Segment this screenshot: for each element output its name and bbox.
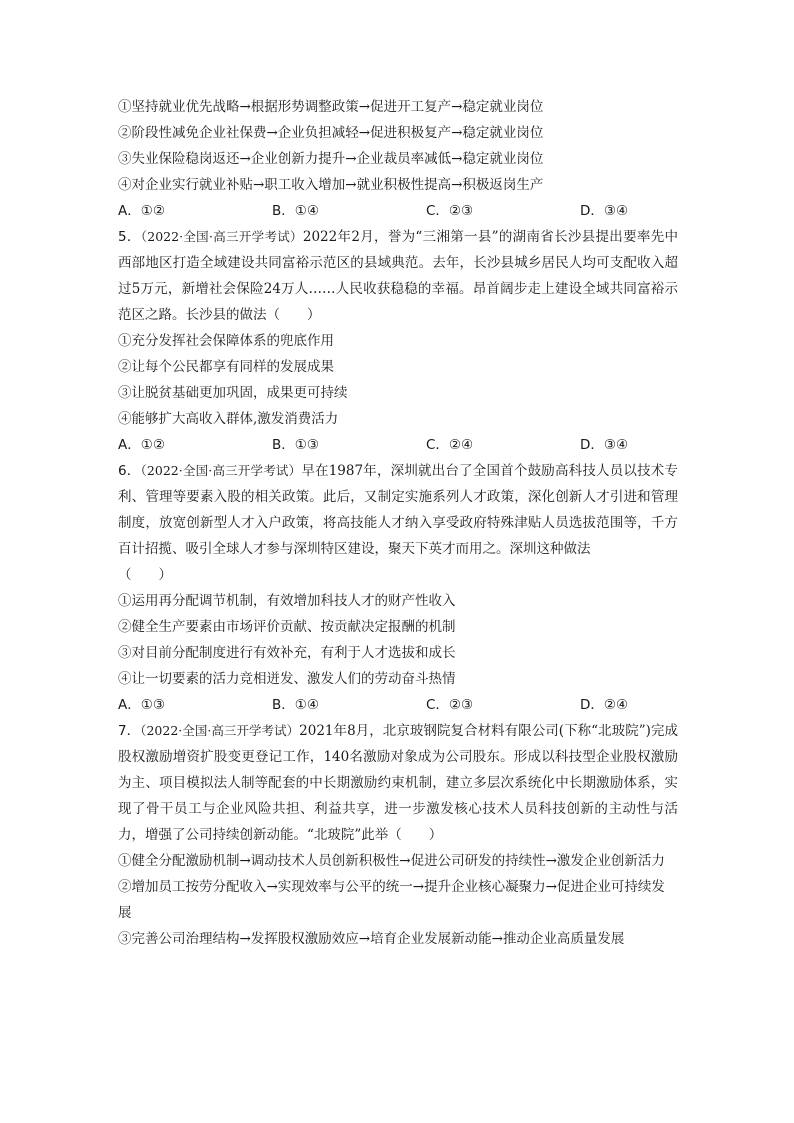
- q5-choice-d: D．③④: [580, 437, 629, 453]
- question-7: [118, 718, 678, 952]
- q7-stem-text: 2021年8月，北京玻钢院复合材料有限公司(下称“北玻院”)完成股权激励增资扩股变更登记工作，140名激励对象成为公司股东。形成以科技型企业股权激励为主、项目模拟法人制等配套的中长期激励约束机制，建立多层次系统化中长期激励体系，实现了骨干员工与企业风险共担、利益共享，进一步激发核心技术人员科技创新的主动性与活力，增强了公司持续创新动能。“北玻院”此举（ ）: [118, 723, 678, 843]
- q6-source: （2022·全国·高三开学考试）: [140, 463, 302, 478]
- q7-source: （2022·全国·高三开学考试）: [140, 723, 300, 738]
- question-6: [118, 458, 678, 718]
- q6-choice-b: B．①④: [272, 697, 319, 713]
- q5-source: （2022·全国·高三开学考试）: [140, 229, 303, 244]
- q4-choices: [118, 198, 678, 224]
- q5-choice-c: C．②④: [426, 437, 474, 453]
- q4-choice-c: C．②③: [426, 203, 474, 219]
- q5-stem-text: 2022年2月，誉为“三湘第一县”的湖南省长沙县提出要率先中西部地区打造全域建设共同富裕示范区的县域典范。去年，长沙县城乡居民人均可支配收入超过5万元，新增社会保险24万人……人民收获稳稳的幸福。昂首阔步走上建设全域共同富裕示范区之路。长沙县的做法（ ）: [118, 229, 678, 323]
- q4-option-1: ①坚持就业优先战略→根据形势调整政策→促进开工复产→稳定就业岗位: [118, 99, 544, 115]
- q5-option-1: ①充分发挥社会保障体系的兜底作用: [118, 333, 334, 349]
- q7-option-1: ①健全分配激励机制→调动技术人员创新积极性→促进公司研发的持续性→激发企业创新活力: [118, 853, 665, 869]
- q5-choices: [118, 432, 678, 458]
- q4-option-4: ④对企业实行就业补贴→职工收入增加→就业积极性提高→积极返岗生产: [118, 177, 544, 193]
- q4-choice-d: D．③④: [580, 203, 629, 219]
- q4-option-2: ②阶段性减免企业社保费→企业负担减轻→促进积极复产→稳定就业岗位: [118, 125, 544, 141]
- q6-stem: [118, 458, 678, 562]
- q6-option-3: ③对目前分配制度进行有效补充，有利于人才选拔和成长: [118, 645, 456, 661]
- q5-choice-a: A．①②: [118, 437, 165, 453]
- q6-number: 6．: [118, 463, 141, 479]
- q7-number: 7．: [118, 723, 141, 739]
- q4-choice-a: A．①②: [118, 203, 165, 219]
- q6-choice-a: A．①③: [118, 697, 165, 713]
- q5-number: 5．: [118, 229, 141, 245]
- q5-option-3: ③让脱贫基础更加巩固，成果更可持续: [118, 385, 348, 401]
- q5-option-4: ④能够扩大高收入群体,激发消费活力: [118, 411, 339, 427]
- q4-option-3: ③失业保险稳岗返还→企业创新力提升→企业裁员率减低→稳定就业岗位: [118, 151, 544, 167]
- q6-answer-paren: （ ）: [118, 567, 172, 583]
- q6-choice-c: C．②③: [426, 697, 474, 713]
- q7-option-2: ②增加员工按劳分配收入→实现效率与公平的统一→提升企业核心凝聚力→促进企业可持续发展: [118, 879, 665, 921]
- q5-choice-b: B．①③: [272, 437, 319, 453]
- q5-option-2: ②让每个公民都享有同样的发展成果: [118, 359, 334, 375]
- page-content: [118, 94, 678, 952]
- q6-option-1: ①运用再分配调节机制，有效增加科技人才的财产性收入: [118, 593, 456, 609]
- q6-choices: [118, 692, 678, 718]
- q5-stem: [118, 224, 678, 328]
- q6-choice-d: D．②④: [580, 697, 629, 713]
- question-4: [118, 94, 678, 224]
- q6-stem-text: 早在1987年，深圳就出台了全国首个鼓励高科技人员以技术专利、管理等要素入股的相关政策。此后，又制定实施系列人才政策，深化创新人才引进和管理制度，放宽创新型人才入户政策，将高技能人才纳入享受政府特殊津贴人员选拔范围等，千方百计招揽、吸引全球人才参与深圳特区建设，聚天下英才而用之。深圳这种做法: [118, 463, 678, 557]
- q6-option-2: ②健全生产要素由市场评价贡献、按贡献决定报酬的机制: [118, 619, 456, 635]
- q7-option-3: ③完善公司治理结构→发挥股权激励效应→培育企业发展新动能→推动企业高质量发展: [118, 931, 625, 947]
- q4-choice-b: B．①④: [272, 203, 319, 219]
- q7-stem: [118, 718, 678, 848]
- q6-option-4: ④让一切要素的活力竞相迸发、激发人们的劳动奋斗热情: [118, 671, 456, 687]
- question-5: [118, 224, 678, 458]
